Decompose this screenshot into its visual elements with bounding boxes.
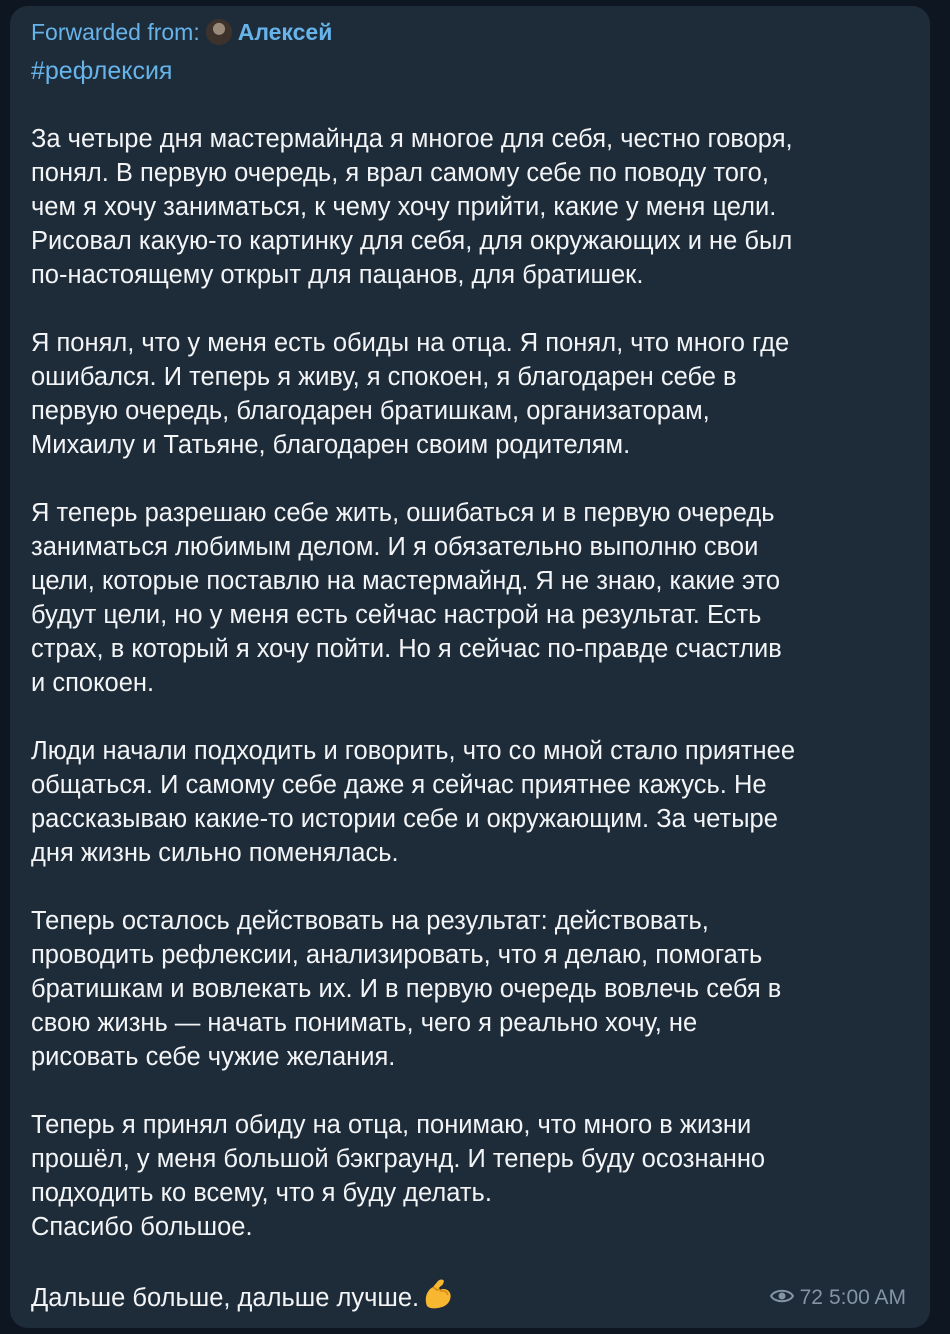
paragraph-line: страх, в который я хочу пойти. Но я сейчас по-правде счастлив [31, 635, 782, 663]
message-bubble[interactable] [10, 6, 930, 1328]
message-time: 5:00 AM [828, 1286, 906, 1309]
final-line-text: Дальше больше, дальше лучше. [31, 1284, 420, 1312]
paragraph-line: подходить ко всему, что я буду делать. [31, 1179, 492, 1207]
eye-icon [770, 1286, 794, 1310]
paragraph-line: Спасибо большое. [31, 1213, 253, 1241]
message-paragraph [31, 326, 916, 462]
sender-avatar[interactable] [206, 19, 232, 45]
paragraph-line: рисовать себе чужие желания. [31, 1043, 396, 1071]
paragraph-line: Люди начали подходить и говорить, что со мной стало приятнее [31, 737, 796, 765]
paragraph-line: заниматься любимым делом. И я обязательно выполню свои [31, 533, 759, 561]
message-paragraph [31, 734, 916, 870]
paragraph-line: Михаилу и Татьяне, благодарен своим родителям. [31, 431, 631, 459]
message-text [31, 122, 916, 1319]
paragraph-line: цели, которые поставлю на мастермайнд. Я не знаю, какие это [31, 567, 781, 595]
flexed-biceps-icon [421, 1278, 455, 1319]
paragraph-line: дня жизнь сильно поменялась. [31, 839, 399, 867]
paragraph-line: свою жизнь — начать понимать, чего я реально хочу, не [31, 1009, 698, 1037]
paragraph-line: Я теперь разрешаю себе жить, ошибаться и в первую очередь [31, 499, 775, 527]
forwarded-header[interactable] [31, 18, 332, 46]
paragraph-line: понял. В первую очередь, я врал самому себе по поводу того, [31, 159, 769, 187]
paragraph-line: прошёл, у меня большой бэкграунд. И теперь буду осознанно [31, 1145, 766, 1173]
message-paragraph [31, 1108, 916, 1244]
message-paragraph [31, 122, 916, 292]
forwarded-label: Forwarded from: [31, 19, 200, 45]
paragraph-line: проводить рефлексии, анализировать, что я делаю, помогать [31, 941, 763, 969]
message-paragraph [31, 904, 916, 1074]
paragraph-line: рассказываю какие-то истории себе и окружающим. За четыре [31, 805, 778, 833]
paragraph-line: будут цели, но у меня есть сейчас настрой на результат. Есть [31, 601, 762, 629]
hashtag-link[interactable]: #рефлексия [31, 57, 173, 85]
paragraph-line: первую очередь, благодарен братишкам, организаторам, [31, 397, 710, 425]
paragraph-line: Теперь осталось действовать на результат: действовать, [31, 907, 709, 935]
paragraph-line: чем я хочу заниматься, к чему хочу прийти, какие у меня цели. [31, 193, 777, 221]
message-meta [770, 1286, 906, 1310]
paragraph-line: Рисовал какую-то картинку для себя, для окружающих и не был [31, 227, 793, 255]
paragraph-line: Я понял, что у меня есть обиды на отца. Я понял, что много где [31, 329, 790, 357]
paragraph-line: ошибался. И теперь я живу, я спокоен, я благодарен себе в [31, 363, 737, 391]
paragraph-line: братишкам и вовлекать их. И в первую очередь вовлечь себя в [31, 975, 782, 1003]
paragraph-line: общаться. И самому себе даже я сейчас приятнее кажусь. Не [31, 771, 767, 799]
paragraph-line: Теперь я принял обиду на отца, понимаю, что много в жизни [31, 1111, 752, 1139]
paragraph-line: и спокоен. [31, 669, 155, 697]
paragraph-line: За четыре дня мастермайнда я многое для себя, честно говоря, [31, 125, 793, 153]
view-count: 72 [799, 1286, 823, 1309]
forwarded-sender-name[interactable]: Алексей [237, 19, 333, 45]
message-paragraph [31, 496, 916, 700]
paragraph-line: по-настоящему открыт для пацанов, для братишек. [31, 261, 644, 289]
